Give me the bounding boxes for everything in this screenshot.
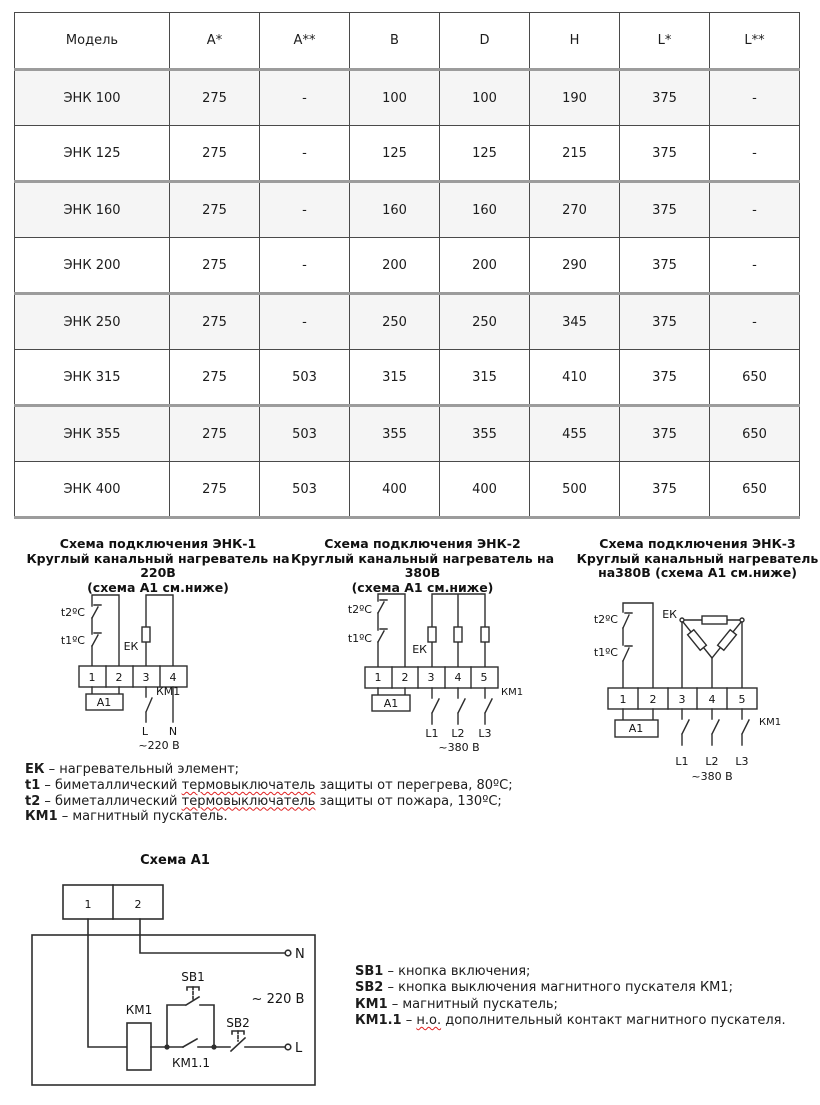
legend-text: – биметаллический (40, 793, 182, 809)
title-line: Круглый канальный нагреватель на 220В (26, 550, 290, 580)
km1-contact-icon (712, 709, 719, 745)
t2-label: t2ºC (593, 613, 618, 626)
title-line: Схема подключения ЭНК-1 (59, 536, 257, 551)
cell: - (260, 238, 350, 294)
t1-label: t1ºC (347, 632, 372, 645)
cell: ЭНК 315 (15, 350, 170, 406)
t1-label: t1ºC (593, 646, 618, 659)
column-header: H (530, 13, 620, 70)
legend-term: t1 (25, 777, 41, 793)
km1-contact-icon (146, 687, 152, 722)
dimensions-table (14, 12, 800, 519)
cell: ЭНК 125 (15, 126, 170, 182)
cell: 503 (260, 462, 350, 518)
terminal-label: 5 (738, 693, 746, 706)
cell: 375 (620, 238, 710, 294)
legend-text: дополнительный контакт магнитного пускателя. (441, 1012, 786, 1028)
cell: 355 (350, 406, 440, 462)
terminal-label: 4 (169, 671, 177, 684)
thermal-switch-t1-icon (378, 629, 387, 642)
km1-label: КМ1 (501, 687, 524, 698)
cell: 375 (620, 182, 710, 238)
cell: 455 (530, 406, 620, 462)
t1-label: t1ºC (60, 634, 85, 647)
cell: 100 (350, 70, 440, 126)
neutral-label: N (168, 725, 178, 738)
cell: 190 (530, 70, 620, 126)
km1-label: КМ1 (156, 685, 181, 698)
terminal-label: 2 (649, 693, 657, 706)
cell: ЭНК 200 (15, 238, 170, 294)
phase-label: L1 (425, 727, 439, 740)
legend-term: ЕК (25, 762, 45, 777)
cell: - (260, 294, 350, 350)
enk1-schematic-svg (28, 585, 278, 760)
n-terminal-node (285, 950, 291, 956)
a1-legend (355, 964, 786, 1029)
l-terminal-node (285, 1044, 291, 1050)
cell: 375 (620, 406, 710, 462)
heater-resistor-icon (688, 630, 707, 651)
voltage-label: ~380 В (438, 741, 480, 754)
heater-resistor-icon (454, 627, 462, 642)
legend-text: – биметаллический (40, 777, 182, 793)
legend-item (25, 794, 513, 810)
title-line: Круглый канальный нагреватель (576, 550, 819, 566)
terminal-label: 1 (88, 671, 96, 684)
ek-label: ЕК (412, 643, 427, 656)
cell: - (260, 126, 350, 182)
km1-contact-icon (742, 709, 749, 745)
enk1-wiring (79, 595, 187, 722)
cell: 503 (260, 350, 350, 406)
thermal-switch-t1-icon (623, 646, 632, 661)
cell: - (710, 182, 800, 238)
cell: - (710, 294, 800, 350)
legend-text: термовыключатель (181, 793, 316, 809)
voltage-label: ~220 В (138, 739, 180, 752)
cell: 275 (170, 294, 260, 350)
legend-item (25, 762, 513, 778)
table-row (15, 238, 800, 294)
legend-term: КМ1 (25, 809, 58, 825)
a1-label: А1 (383, 697, 399, 710)
cell: ЭНК 250 (15, 294, 170, 350)
terminal-label: 2 (134, 898, 142, 911)
cell: 503 (260, 406, 350, 462)
phase-label: L2 (705, 755, 719, 768)
legend-item (355, 964, 786, 980)
legend-term: SB1 (355, 964, 384, 979)
phase-label: L (295, 1041, 303, 1056)
cell: - (710, 126, 800, 182)
column-header: A** (260, 13, 350, 70)
components-legend (25, 762, 513, 825)
legend-text: – магнитный пускатель; (387, 996, 558, 1012)
thermal-switch-t2-icon (378, 600, 387, 613)
enk3-schematic-svg (585, 585, 818, 790)
cell: - (710, 70, 800, 126)
heater-resistor-icon (142, 627, 150, 642)
a1-title (95, 854, 255, 869)
legend-item (355, 1013, 786, 1029)
cell: 650 (710, 462, 800, 518)
legend-item (355, 980, 786, 996)
thermal-switch-t2-icon (623, 613, 632, 628)
legend-text: – магнитный пускатель. (57, 809, 228, 825)
title-line: (схема А1 см.ниже) (351, 579, 494, 595)
cell: 410 (530, 350, 620, 406)
heater-resistor-icon (702, 616, 727, 624)
voltage-label: ~380 В (691, 770, 733, 783)
km1-label: КМ1 (759, 717, 782, 728)
thermal-switch-t2-icon (92, 605, 101, 618)
km11-contact-icon (183, 1039, 197, 1047)
terminal-label: 1 (374, 671, 382, 684)
cell: 275 (170, 462, 260, 518)
legend-text: – (401, 1012, 417, 1028)
column-header: D (440, 13, 530, 70)
km1-contact-icon (485, 688, 492, 724)
cell: ЭНК 160 (15, 182, 170, 238)
legend-text: – кнопка включения; (383, 964, 531, 979)
cell: 650 (710, 350, 800, 406)
table-row (15, 182, 800, 238)
km11-label: КМ1.1 (172, 1056, 210, 1070)
column-header: A* (170, 13, 260, 70)
cell: 400 (440, 462, 530, 518)
legend-text: защиты от перегрева, 80ºС; (315, 777, 513, 793)
phase-label: L3 (735, 755, 749, 768)
a1-label: А1 (628, 722, 644, 735)
cell: 160 (350, 182, 440, 238)
cell: 160 (440, 182, 530, 238)
km1-label: КМ1 (125, 1003, 153, 1017)
cell: 125 (440, 126, 530, 182)
column-header: B (350, 13, 440, 70)
terminal-label: 3 (427, 671, 435, 684)
terminal-label: 3 (142, 671, 150, 684)
legend-item (355, 997, 786, 1013)
phase-label: L2 (451, 727, 465, 740)
cell: 355 (440, 406, 530, 462)
cell: 100 (440, 70, 530, 126)
km1-contact-icon (682, 709, 689, 745)
heater-resistor-icon (428, 627, 436, 642)
ek-label: ЕК (662, 608, 677, 621)
cell: 315 (440, 350, 530, 406)
cell: 375 (620, 126, 710, 182)
t2-label: t2ºC (60, 606, 85, 619)
cell: ЭНК 100 (15, 70, 170, 126)
table-row (15, 70, 800, 126)
phase-label: L3 (478, 727, 492, 740)
table-row (15, 462, 800, 518)
km1-contact-icon (432, 688, 439, 724)
terminal-label: 4 (708, 693, 716, 706)
a1-wiring (32, 885, 315, 1085)
legend-term: КМ1 (355, 996, 388, 1012)
column-header: L** (710, 13, 800, 70)
legend-text: – нагревательный элемент; (44, 762, 240, 777)
heater-resistor-icon (481, 627, 489, 642)
enk2-schematic-svg (330, 585, 560, 760)
cell: 315 (350, 350, 440, 406)
cell: ЭНК 400 (15, 462, 170, 518)
sb2-button-icon (232, 1031, 244, 1041)
ek-label: ЕК (123, 640, 139, 653)
t2-label: t2ºC (347, 603, 372, 616)
cell: 275 (170, 126, 260, 182)
terminal-label: 2 (401, 671, 409, 684)
cell: 200 (350, 238, 440, 294)
cell: 270 (530, 182, 620, 238)
cell: 400 (350, 462, 440, 518)
legend-term: t2 (25, 793, 41, 809)
cell: 500 (530, 462, 620, 518)
voltage-label: ~ 220 В (251, 992, 305, 1007)
terminal-label: 3 (678, 693, 686, 706)
cell: 275 (170, 182, 260, 238)
a1-schematic-svg (25, 880, 335, 1095)
table-header-row (15, 13, 800, 70)
sb2-label: SB2 (226, 1016, 250, 1030)
terminal-label: 1 (619, 693, 627, 706)
neutral-label: N (295, 947, 305, 962)
heater-resistor-icon (718, 630, 737, 651)
legend-text: н.о. (416, 1012, 442, 1028)
km1-contact-icon (458, 688, 465, 724)
sb1-label: SB1 (181, 970, 205, 984)
cell: 650 (710, 406, 800, 462)
legend-item (25, 778, 513, 794)
km1-coil (127, 1023, 151, 1070)
table-row (15, 294, 800, 350)
terminal-label: 5 (480, 671, 488, 684)
legend-text: термовыключатель (181, 777, 316, 793)
cell: 375 (620, 462, 710, 518)
legend-term: SB2 (355, 980, 384, 996)
cell: - (260, 70, 350, 126)
terminal-label: 2 (115, 671, 123, 684)
cell: - (260, 182, 350, 238)
cell: 290 (530, 238, 620, 294)
title-line: Круглый канальный нагреватель на 380В (290, 550, 555, 580)
cell: 375 (620, 70, 710, 126)
column-header: Модель (15, 13, 170, 70)
cell: 275 (170, 70, 260, 126)
cell: 375 (620, 350, 710, 406)
legend-text: защиты от пожара, 130ºС; (315, 793, 502, 809)
cell: 125 (350, 126, 440, 182)
legend-text: – кнопка выключения магнитного пускателя КМ1; (383, 980, 734, 996)
table-row (15, 126, 800, 182)
cell: 375 (620, 294, 710, 350)
table-row (15, 350, 800, 406)
cell: - (710, 238, 800, 294)
cell: 250 (440, 294, 530, 350)
title-line: Схема подключения ЭНК-2 (324, 536, 521, 551)
cell: 275 (170, 350, 260, 406)
title-line: Схема подключения ЭНК-3 (599, 536, 796, 551)
cell: 275 (170, 238, 260, 294)
column-header: L* (620, 13, 710, 70)
cell: 275 (170, 406, 260, 462)
table-row (15, 406, 800, 462)
cell: 200 (440, 238, 530, 294)
cell: 215 (530, 126, 620, 182)
enk3-title (575, 537, 820, 581)
cell: ЭНК 355 (15, 406, 170, 462)
terminal-label: 1 (84, 898, 92, 911)
a1-label: А1 (96, 696, 112, 709)
phase-label: L (141, 725, 149, 738)
phase-label: L1 (675, 755, 689, 768)
cell: 250 (350, 294, 440, 350)
title-line: (схема А1 см.ниже) (87, 579, 229, 595)
thermal-switch-t1-icon (92, 633, 101, 646)
legend-term: КМ1.1 (355, 1012, 402, 1028)
title-line: на380В (схема А1 см.ниже) (598, 565, 797, 580)
legend-item (25, 809, 513, 825)
title-line: Схема А1 (140, 853, 210, 868)
cell: 345 (530, 294, 620, 350)
terminal-label: 4 (454, 671, 462, 684)
